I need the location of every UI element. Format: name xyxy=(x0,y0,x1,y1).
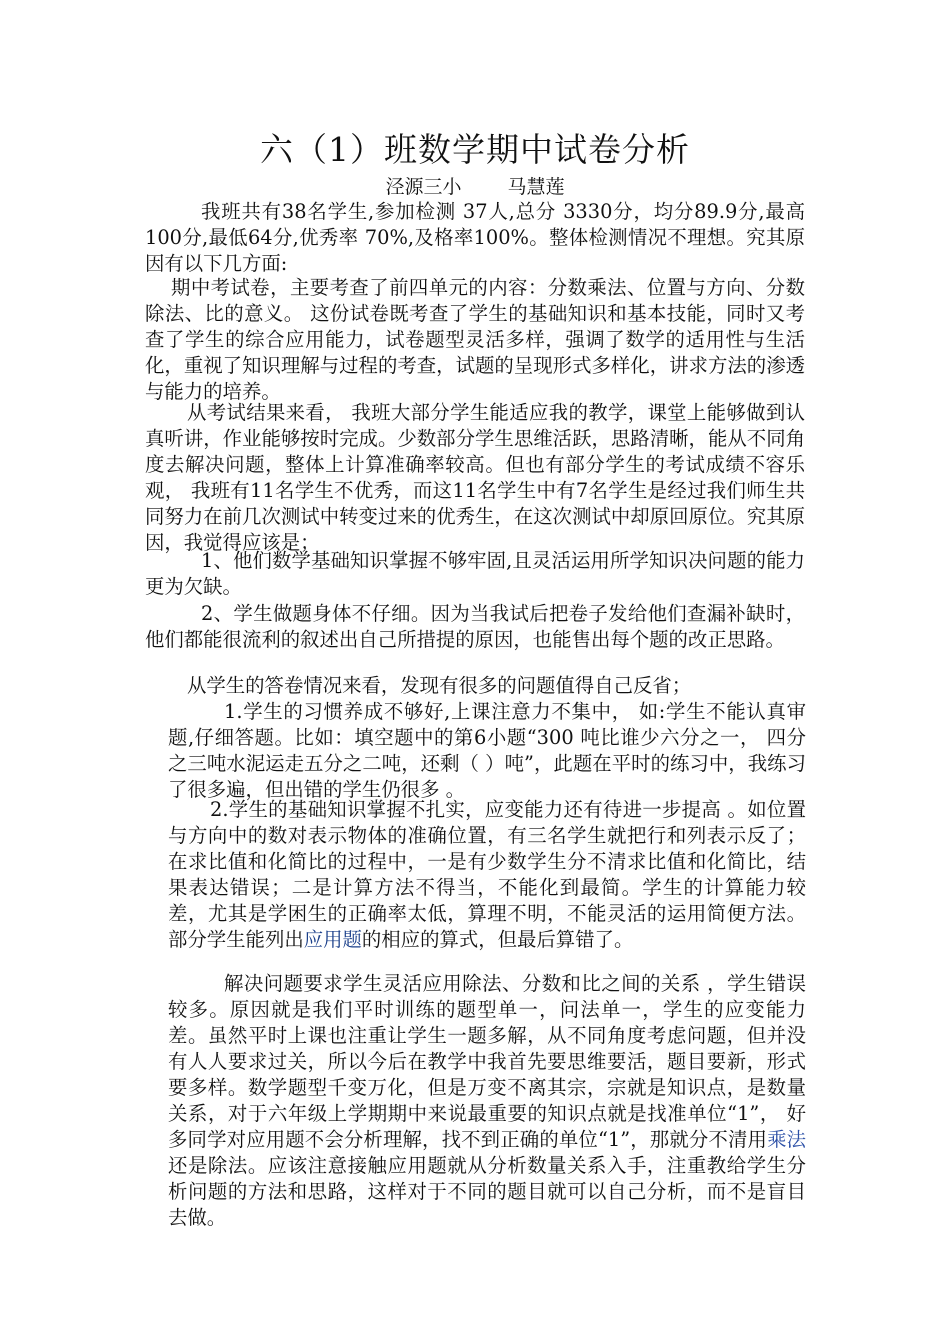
paragraph-text: 的相应的算式，但最后算错了。 xyxy=(361,928,634,951)
school-name: 泾源三小 xyxy=(385,176,462,198)
paragraph-text: 还是除法。应该注意接触应用题就从分析数量关系入手，注重教给学生分析问题的方法和思路，这样对于不同的题目就可以自己分析，而不是盲目去做。 xyxy=(168,1154,806,1229)
paragraph-exam-content: 期中考试卷，主要考查了前四单元的内容：分数乘法、位置与方向、分数除法、比的意义。 这份试卷既考查了学生的基础知识和基本技能，同时又考查了学生的综合应用能力，试卷题型灵活多样，强调了数学的适用性与生活化，重视了知识理解与过程的考查，试题的呈现形式多样化，讲求方法的渗透与能力的培养。 xyxy=(145,276,805,403)
paragraph-reason-2: 2、学生做题身体不仔细。因为当我试后把卷子发给他们查漏补缺时，他们都能很流利的叙述出自己所措提的原因，也能售出每个题的改正思路。 xyxy=(145,602,805,651)
paragraph-text: 2.学生的基础知识掌握不扎实，应变能力还有待进一步提高 。如位置与方向中的数对表示物体的准确位置，有三名学生就把行和列表示反了；在求比值和化简比的过程中，一是有少数学生分不清求比值和化简比，结果表达错误；二是计算方法不得当，不能化到最简。学生的计算能力较差，尤其是学困生的正确率太低，算理不明，不能灵活的运用简便方法。部分学生能列出 xyxy=(168,798,806,951)
author-line xyxy=(0,174,950,200)
paragraph-results: 从考试结果来看， 我班大部分学生能适应我的教学，课堂上能够做到认真听讲，作业能够按时完成。少数部分学生思维活跃，思路清晰，能从不同角度去解决问题，整体上计算准确率较高。但也有部分学生的考试成绩不容乐观， 我班有11名学生不优秀，而这11名学生中有7名学生是经过我们师生共同努力在前几次测试中转变过来的优秀生，在这次测试中却原回原位。究其原因，我觉得应该是； xyxy=(145,401,805,554)
paragraph-problem-solving xyxy=(168,971,806,1231)
paragraph-text: 解决问题要求学生灵活应用除法、分数和比之间的关系 ，学生错误较多。原因就是我们平时训练的题型单一，问法单一，学生的应变能力差。虽然平时上课也注重让学生一题多解，从不同角度考虑问题，但并没有人人要求过关，所以今后在教学中我首先要思维要活，题目要新，形式要多样。数学题型千变万化，但是万变不离其宗，宗就是知识点，是数量关系，对于六年级上学期期中来说最重要的知识点就是找准单位“1”， 好多同学对应用题不会分析理解，找不到正确的单位“1”，那就分不清用 xyxy=(168,972,806,1151)
hyperlink-word[interactable]: 乘法 xyxy=(767,1128,806,1151)
paragraph-habit-issue: 1.学生的习惯养成不够好,上课注意力不集中， 如:学生不能认真审题,仔细答题。比如：填空题中的第6小题“300 吨比谁少六分之一， 四分之三吨水泥运走五分之二吨，还剩（ ）吨”，此题在平时的练习中，我练习了很多遍，但出错的学生仍很多 。 xyxy=(168,700,806,801)
author-name: 马慧莲 xyxy=(507,176,565,198)
paragraph-knowledge-issue xyxy=(168,797,806,953)
paragraph-reason-1: 1、他们数学基础知识掌握不够牢固,且灵活运用所学知识决问题的能力更为欠缺。 xyxy=(145,549,805,598)
hyperlink-word[interactable]: 应用题 xyxy=(303,928,362,951)
paragraph-summary: 我班共有38名学生,参加检测 37人,总分 3330分，均分89.9分,最高100分,最低64分,优秀率 70%,及格率100%。整体检测情况不理想。究其原因有以下几方面: xyxy=(145,200,805,275)
paragraph-reflection-intro: 从学生的答卷情况来看，发现有很多的问题值得自己反省； xyxy=(187,674,692,697)
document-title: 六（1）班数学期中试卷分析 xyxy=(260,130,690,169)
